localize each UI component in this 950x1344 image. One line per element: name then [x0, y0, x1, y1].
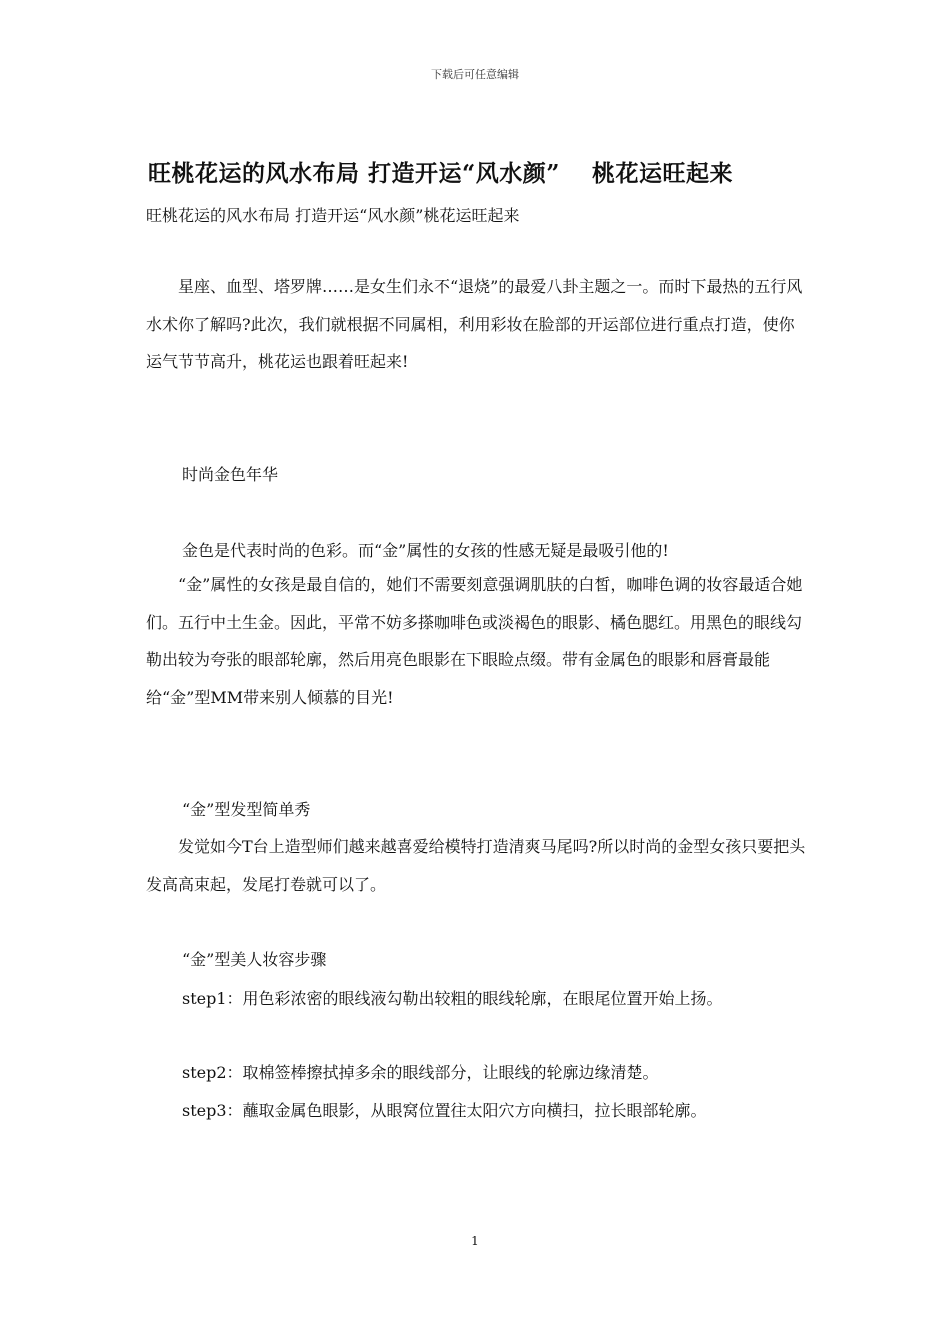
intro-paragraph: 星座、血型、塔罗牌……是女生们永不“退烧”的最爱八卦主题之一。而时下最热的五行风水术你了解吗?此次，我们就根据不同属相，利用彩妆在脸部的开运部位进行重点打造，使你运气节节高升，桃花运也跟着旺起来! [146, 277, 803, 371]
section2-paragraph: 发觉如今T台上造型师们越来越喜爱给模特打造清爽马尾吗?所以时尚的金型女孩只要把头发高高束起，发尾打卷就可以了。 [146, 837, 806, 894]
makeup-step-3: step3：蘸取金属色眼影，从眼窝位置往太阳穴方向横扫，拉长眼部轮廓。 [182, 1101, 707, 1120]
makeup-step-2: step2：取棉签棒擦拭掉多余的眼线部分，让眼线的轮廓边缘清楚。 [182, 1063, 659, 1082]
section1-paragraph: “金”属性的女孩是最自信的，她们不需要刻意强调肌肤的白皙，咖啡色调的妆容最适合她们。五行中土生金。因此，平常不妨多搽咖啡色或淡褐色的眼影、橘色腮红。用黑色的眼线勾勒出较为夸张的眼部轮廓，然后用亮色眼影在下眼睑点缀。带有金属色的眼影和唇膏最能给“金”型MM带来别人倾慕的目光! [146, 575, 803, 707]
document-subtitle: 旺桃花运的风水布局 打造开运“风水颜”桃花运旺起来 [146, 206, 520, 225]
section-heading-gold-style: 时尚金色年华 [182, 465, 279, 484]
page-number: 1 [471, 1234, 479, 1248]
section1-first-line: 金色是代表时尚的色彩。而“金”属性的女孩的性感无疑是最吸引他的! [182, 541, 669, 560]
makeup-step-1: step1：用色彩浓密的眼线液勾勒出较粗的眼线轮廓，在眼尾位置开始上扬。 [182, 989, 723, 1008]
section-heading-hairstyle: “金”型发型简单秀 [182, 800, 311, 819]
section-heading-makeup-steps: “金”型美人妆容步骤 [182, 950, 327, 969]
header-note: 下载后可任意编辑 [431, 68, 519, 81]
document-title: 旺桃花运的风水布局 打造开运“风水颜” 桃花运旺起来 [148, 160, 733, 187]
